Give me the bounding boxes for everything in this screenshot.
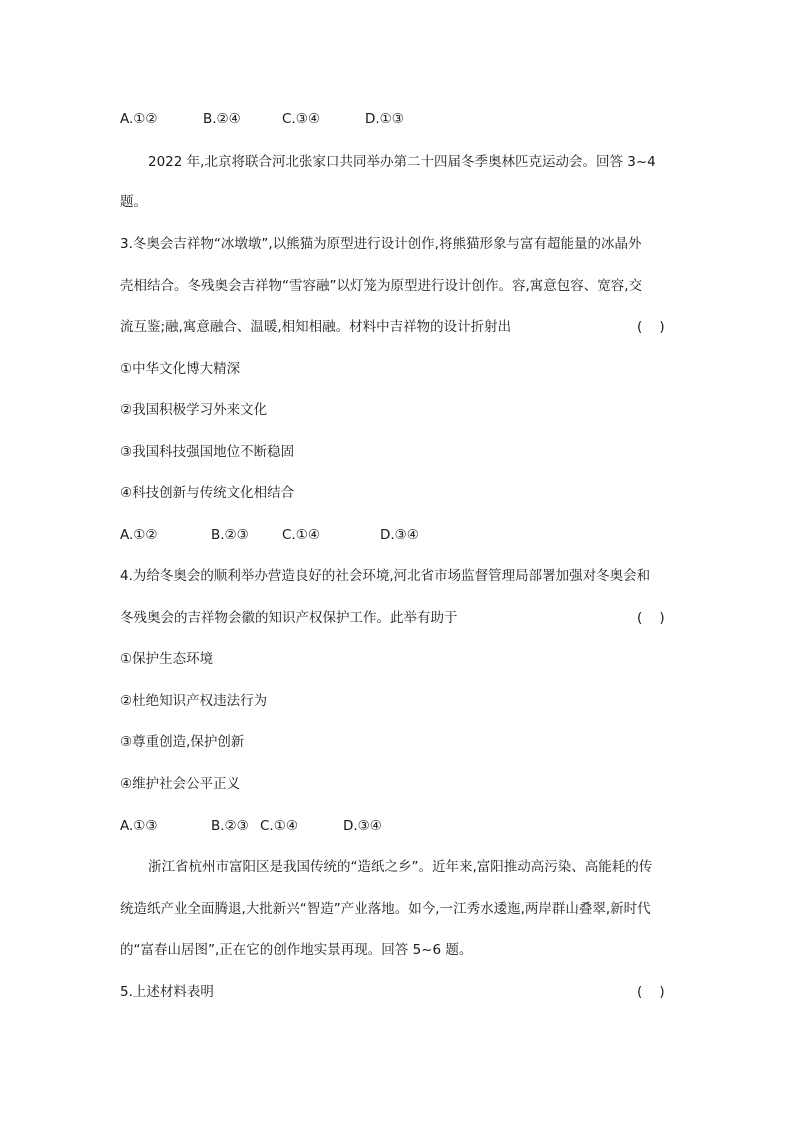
question-text: 冬残奥会的吉祥物会徽的知识产权保护工作。此举有助于 [120, 610, 458, 626]
option-a: A.①② [120, 111, 158, 127]
question-text: 4.为给冬奥会的顺利举办营造良好的社会环境,河北省市场监督管理局部署加强对冬奥会和 [120, 568, 651, 584]
question-text: 5.上述材料表明 [120, 984, 214, 1000]
question-text: 流互鉴;融,寓意融合、温暖,相知相融。材料中吉祥物的设计折射出 [120, 319, 512, 335]
passage-text: 的“富春山居图”,正在它的创作地实景再现。回答 5~6 题。 [120, 942, 473, 958]
passage-text: 浙江省杭州市富阳区是我国传统的“造纸之乡”。近年来,富阳推动高污染、高能耗的传 [148, 859, 653, 875]
option-d: D.①③ [365, 111, 404, 127]
passage-text: 题。 [120, 194, 147, 210]
option-a: A.①③ [120, 818, 158, 834]
choice-item: ①中华文化博大精深 [120, 361, 241, 377]
choice-item: ②我国积极学习外来文化 [120, 402, 268, 418]
option-d: D.③④ [380, 527, 419, 543]
question-text: 壳相结合。冬残奥会吉祥物“雪容融”以灯笼为原型进行设计创作。容,寓意包容、宽容,交 [120, 278, 643, 294]
choice-item: ③我国科技强国地位不断稳固 [120, 444, 295, 460]
answer-blank: ( ) [637, 319, 665, 335]
choice-item: ①保护生态环境 [120, 651, 214, 667]
answer-blank: ( ) [637, 610, 665, 626]
choice-item: ④科技创新与传统文化相结合 [120, 485, 295, 501]
option-b: B.②③ [211, 818, 249, 834]
option-b: B.②③ [211, 527, 249, 543]
option-d: D.③④ [343, 818, 382, 834]
answer-blank: ( ) [637, 984, 665, 1000]
choice-item: ②杜绝知识产权违法行为 [120, 693, 268, 709]
passage-text: 统造纸产业全面腾退,大批新兴“智造”产业落地。如今,一江秀水逶迤,两岸群山叠翠,新时代 [120, 901, 651, 917]
option-c: C.③④ [282, 111, 320, 127]
option-b: B.②④ [203, 111, 241, 127]
option-c: C.①④ [260, 818, 298, 834]
question-text: 3.冬奥会吉祥物“冰墩墩”,以熊猫为原型进行设计创作,将熊猫形象与富有超能量的冰晶外 [120, 236, 642, 252]
option-c: C.①④ [282, 527, 320, 543]
choice-item: ④维护社会公平正义 [120, 776, 241, 792]
option-a: A.①② [120, 527, 158, 543]
passage-text: 2022 年,北京将联合河北张家口共同举办第二十四届冬季奥林匹克运动会。回答 3~4 [148, 154, 656, 170]
choice-item: ③尊重创造,保护创新 [120, 734, 245, 750]
